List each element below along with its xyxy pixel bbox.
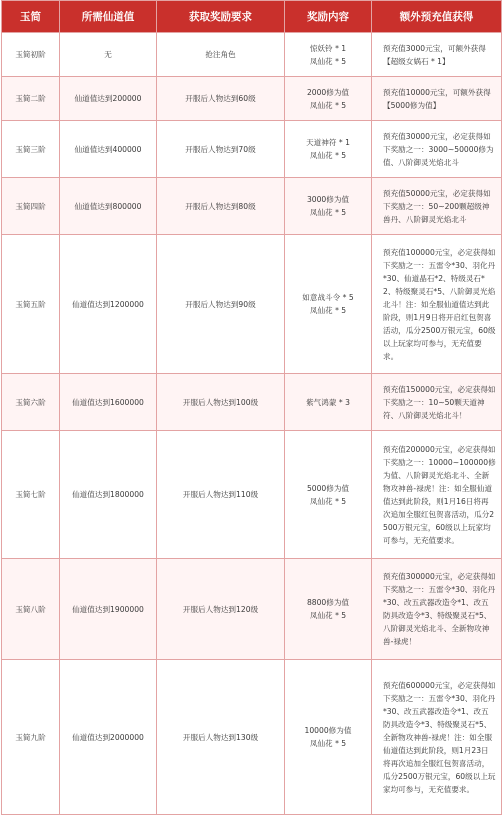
tier-cell: 玉简六阶: [2, 374, 60, 431]
requirement-cell: 开服后人物达到120级: [157, 559, 285, 660]
reward-item: 如意战斗令 * 5: [302, 293, 354, 302]
reward-item: 凤仙花 * 5: [309, 306, 347, 315]
requirement-cell: 开服后人物达到80级: [157, 178, 285, 235]
requirement-cell: 开服后人物达到90级: [157, 235, 285, 374]
table-row: [2, 559, 502, 660]
reward-item: 10000修为值: [304, 726, 352, 735]
table-row: [2, 660, 502, 815]
requirement-cell: 开服后人物达到60级: [157, 77, 285, 121]
header-extra: 额外预充值获得: [372, 1, 502, 33]
tier-cell: 玉简初阶: [2, 33, 60, 77]
tier-cell: 玉简九阶: [2, 660, 60, 815]
rewards-cell: [285, 178, 372, 235]
reward-item: 凤仙花 * 5: [309, 496, 347, 506]
reward-item: 8800修为值: [306, 598, 350, 607]
table-row: [2, 374, 502, 431]
header-tier: 玉简: [2, 1, 60, 33]
table-row: [2, 121, 502, 178]
reward-item: 凤仙花 * 5: [309, 208, 347, 217]
extra-cell: 预充值3000元宝，可额外获得【超级女娲石 * 1】: [372, 33, 502, 77]
rewards-cell: [285, 559, 372, 660]
requirement-cell: 开服后人物达到130级: [157, 660, 285, 815]
extra-cell: 预充值300000元宝，必定获得如下奖励之一：五雷令*30、羽化丹*30、改五武器改造令*1、改五防具改造令*3、特级聚灵石*5、八阶御灵光焰北斗、全新物攻神兽-禄虎！: [372, 559, 502, 660]
reward-table: [1, 0, 502, 815]
table-row: [2, 178, 502, 235]
header-rewards: 奖励内容: [285, 1, 372, 33]
tier-cell: 玉简二阶: [2, 77, 60, 121]
tier-cell: 玉简五阶: [2, 235, 60, 374]
rewards-cell: [285, 431, 372, 559]
reward-item: 紫气鸿蒙 * 3: [306, 397, 350, 407]
value-cell: 仙道值达到200000: [60, 77, 157, 121]
extra-cell: 预充值30000元宝，必定获得如下奖励之一：3000~50000修为值、八阶御灵光焰北斗: [372, 121, 502, 178]
value-cell: 仙道值达到1600000: [60, 374, 157, 431]
reward-item: 5000修为值: [306, 483, 350, 493]
extra-cell: 预充值100000元宝，必定获得如下奖励之一：五雷令*30、羽化丹*30、仙道晶石*2、特级灵石*2、特级聚灵石*5、八阶御灵光焰北斗！注：如全服仙道值达到此阶段，则1月9日将开启红包贺喜活动，瓜分2500万银元宝，60级以上玩家均可参与，无充值要求。: [372, 235, 502, 374]
reward-item: 凤仙花 * 5: [309, 611, 347, 620]
reward-item: 天道神符 * 1: [306, 138, 350, 147]
header-value: 所需仙道值: [60, 1, 157, 33]
reward-item: 凤仙花 * 5: [309, 100, 347, 110]
value-cell: 仙道值达到400000: [60, 121, 157, 178]
rewards-cell: [285, 121, 372, 178]
tier-cell: 玉简八阶: [2, 559, 60, 660]
reward-table-container: [1, 0, 501, 815]
requirement-cell: 开服后人物达到70级: [157, 121, 285, 178]
extra-cell: 预充值10000元宝，可额外获得【5000修为值】: [372, 77, 502, 121]
value-cell: 仙道值达到1200000: [60, 235, 157, 374]
reward-item: 惊妖铃 * 1: [309, 43, 347, 53]
reward-item: 3000修为值: [306, 195, 350, 204]
requirement-cell: 开服后人物达到100级: [157, 374, 285, 431]
requirement-cell: 开服后人物达到110级: [157, 431, 285, 559]
reward-item: 凤仙花 * 5: [309, 56, 347, 66]
table-row: [2, 33, 502, 77]
rewards-cell: [285, 374, 372, 431]
table-row: [2, 431, 502, 559]
extra-cell: 预充值200000元宝，必定获得如下奖励之一：10000~100000修为值、八阶御灵光焰北斗、全新物攻神兽-禄虎！注：如全服仙道值达到此阶段，则1月16日将再次追加全服红包贺喜活动，瓜分2500万银元宝，60级以上玩家均可参与，无充值要求。: [372, 431, 502, 559]
extra-cell: 预充值50000元宝，必定获得如下奖励之一：50~200颗超级神兽丹、八阶御灵光焰北斗: [372, 178, 502, 235]
rewards-cell: [285, 660, 372, 815]
extra-cell: 预充值150000元宝，必定获得如下奖励之一：10~50颗天道神符、八阶御灵光焰北斗！: [372, 374, 502, 431]
table-row: [2, 235, 502, 374]
tier-cell: 玉简三阶: [2, 121, 60, 178]
reward-item: 2000修为值: [306, 87, 350, 97]
tier-cell: 玉简七阶: [2, 431, 60, 559]
value-cell: 仙道值达到2000000: [60, 660, 157, 815]
rewards-cell: [285, 33, 372, 77]
extra-cell: 预充值600000元宝，必定获得如下奖励之一：五雷令*30、羽化丹*30、改五武器改造令*1、改五防具改造令*3、特级聚灵石*5、全新物攻神兽-禄虎！注：如全服仙道值达到此阶段，则1月23日将再次追加全服红包贺喜活动，瓜分2500万银元宝，60级以上玩家均可参与，无充值要求。: [372, 660, 502, 815]
value-cell: 无: [60, 33, 157, 77]
rewards-cell: [285, 235, 372, 374]
reward-item: 凤仙花 * 5: [309, 739, 347, 748]
tier-cell: 玉简四阶: [2, 178, 60, 235]
value-cell: 仙道值达到1800000: [60, 431, 157, 559]
rewards-cell: [285, 77, 372, 121]
table-row: [2, 77, 502, 121]
requirement-cell: 抢注角色: [157, 33, 285, 77]
value-cell: 仙道值达到1900000: [60, 559, 157, 660]
header-requirement: 获取奖励要求: [157, 1, 285, 33]
reward-item: 凤仙花 * 5: [309, 151, 347, 160]
table-header-row: [2, 1, 502, 33]
value-cell: 仙道值达到800000: [60, 178, 157, 235]
